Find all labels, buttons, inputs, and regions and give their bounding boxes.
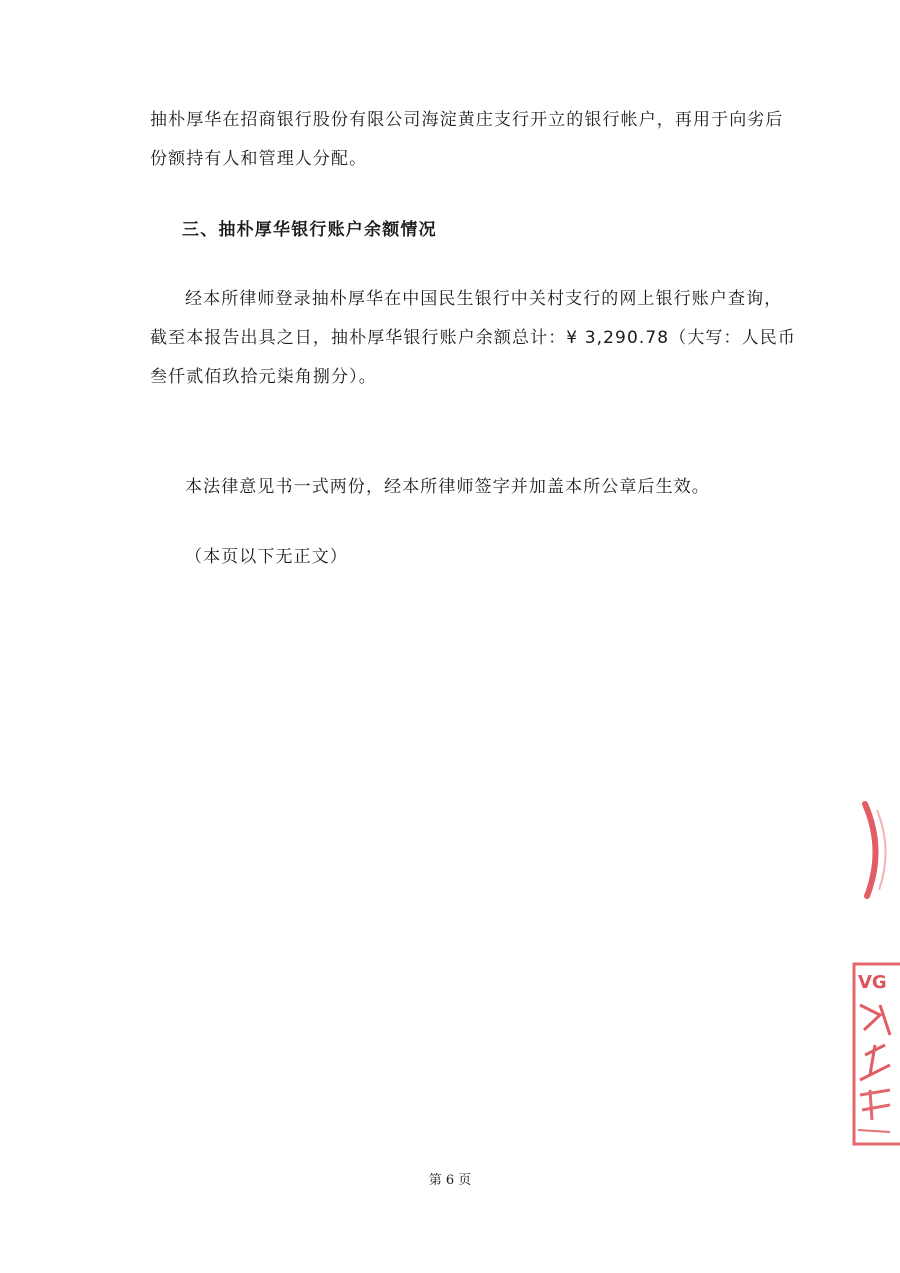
paragraph-line-1: 抽朴厚华在招商银行股份有限公司海淀黄庄支行开立的银行帐户，再用于向劣后 bbox=[150, 110, 784, 130]
no-more-text-note: （本页以下无正文） bbox=[185, 547, 348, 567]
seal-stamp-fragment bbox=[850, 960, 900, 1150]
section-body-line-1: 经本所律师登录抽朴厚华在中国民生银行中关村支行的网上银行账户查询， bbox=[185, 289, 783, 309]
paragraph-line-2: 份额持有人和管理人分配。 bbox=[150, 149, 368, 169]
section-heading: 三、抽朴厚华银行账户余额情况 bbox=[182, 220, 437, 240]
seal-text-fragment: VG bbox=[858, 972, 887, 993]
section-body-line-3: 叁仟贰佰玖拾元柒角捌分）。 bbox=[150, 367, 377, 387]
validity-statement: 本法律意见书一式两份，经本所律师签字并加盖本所公章后生效。 bbox=[185, 477, 710, 497]
section-body-line-2: 截至本报告出具之日，抽朴厚华银行账户余额总计：¥ 3,290.78（大写：人民币 bbox=[150, 328, 796, 348]
page-number: 第 6 页 bbox=[428, 1173, 472, 1188]
seal-arc-fragment bbox=[855, 800, 900, 900]
